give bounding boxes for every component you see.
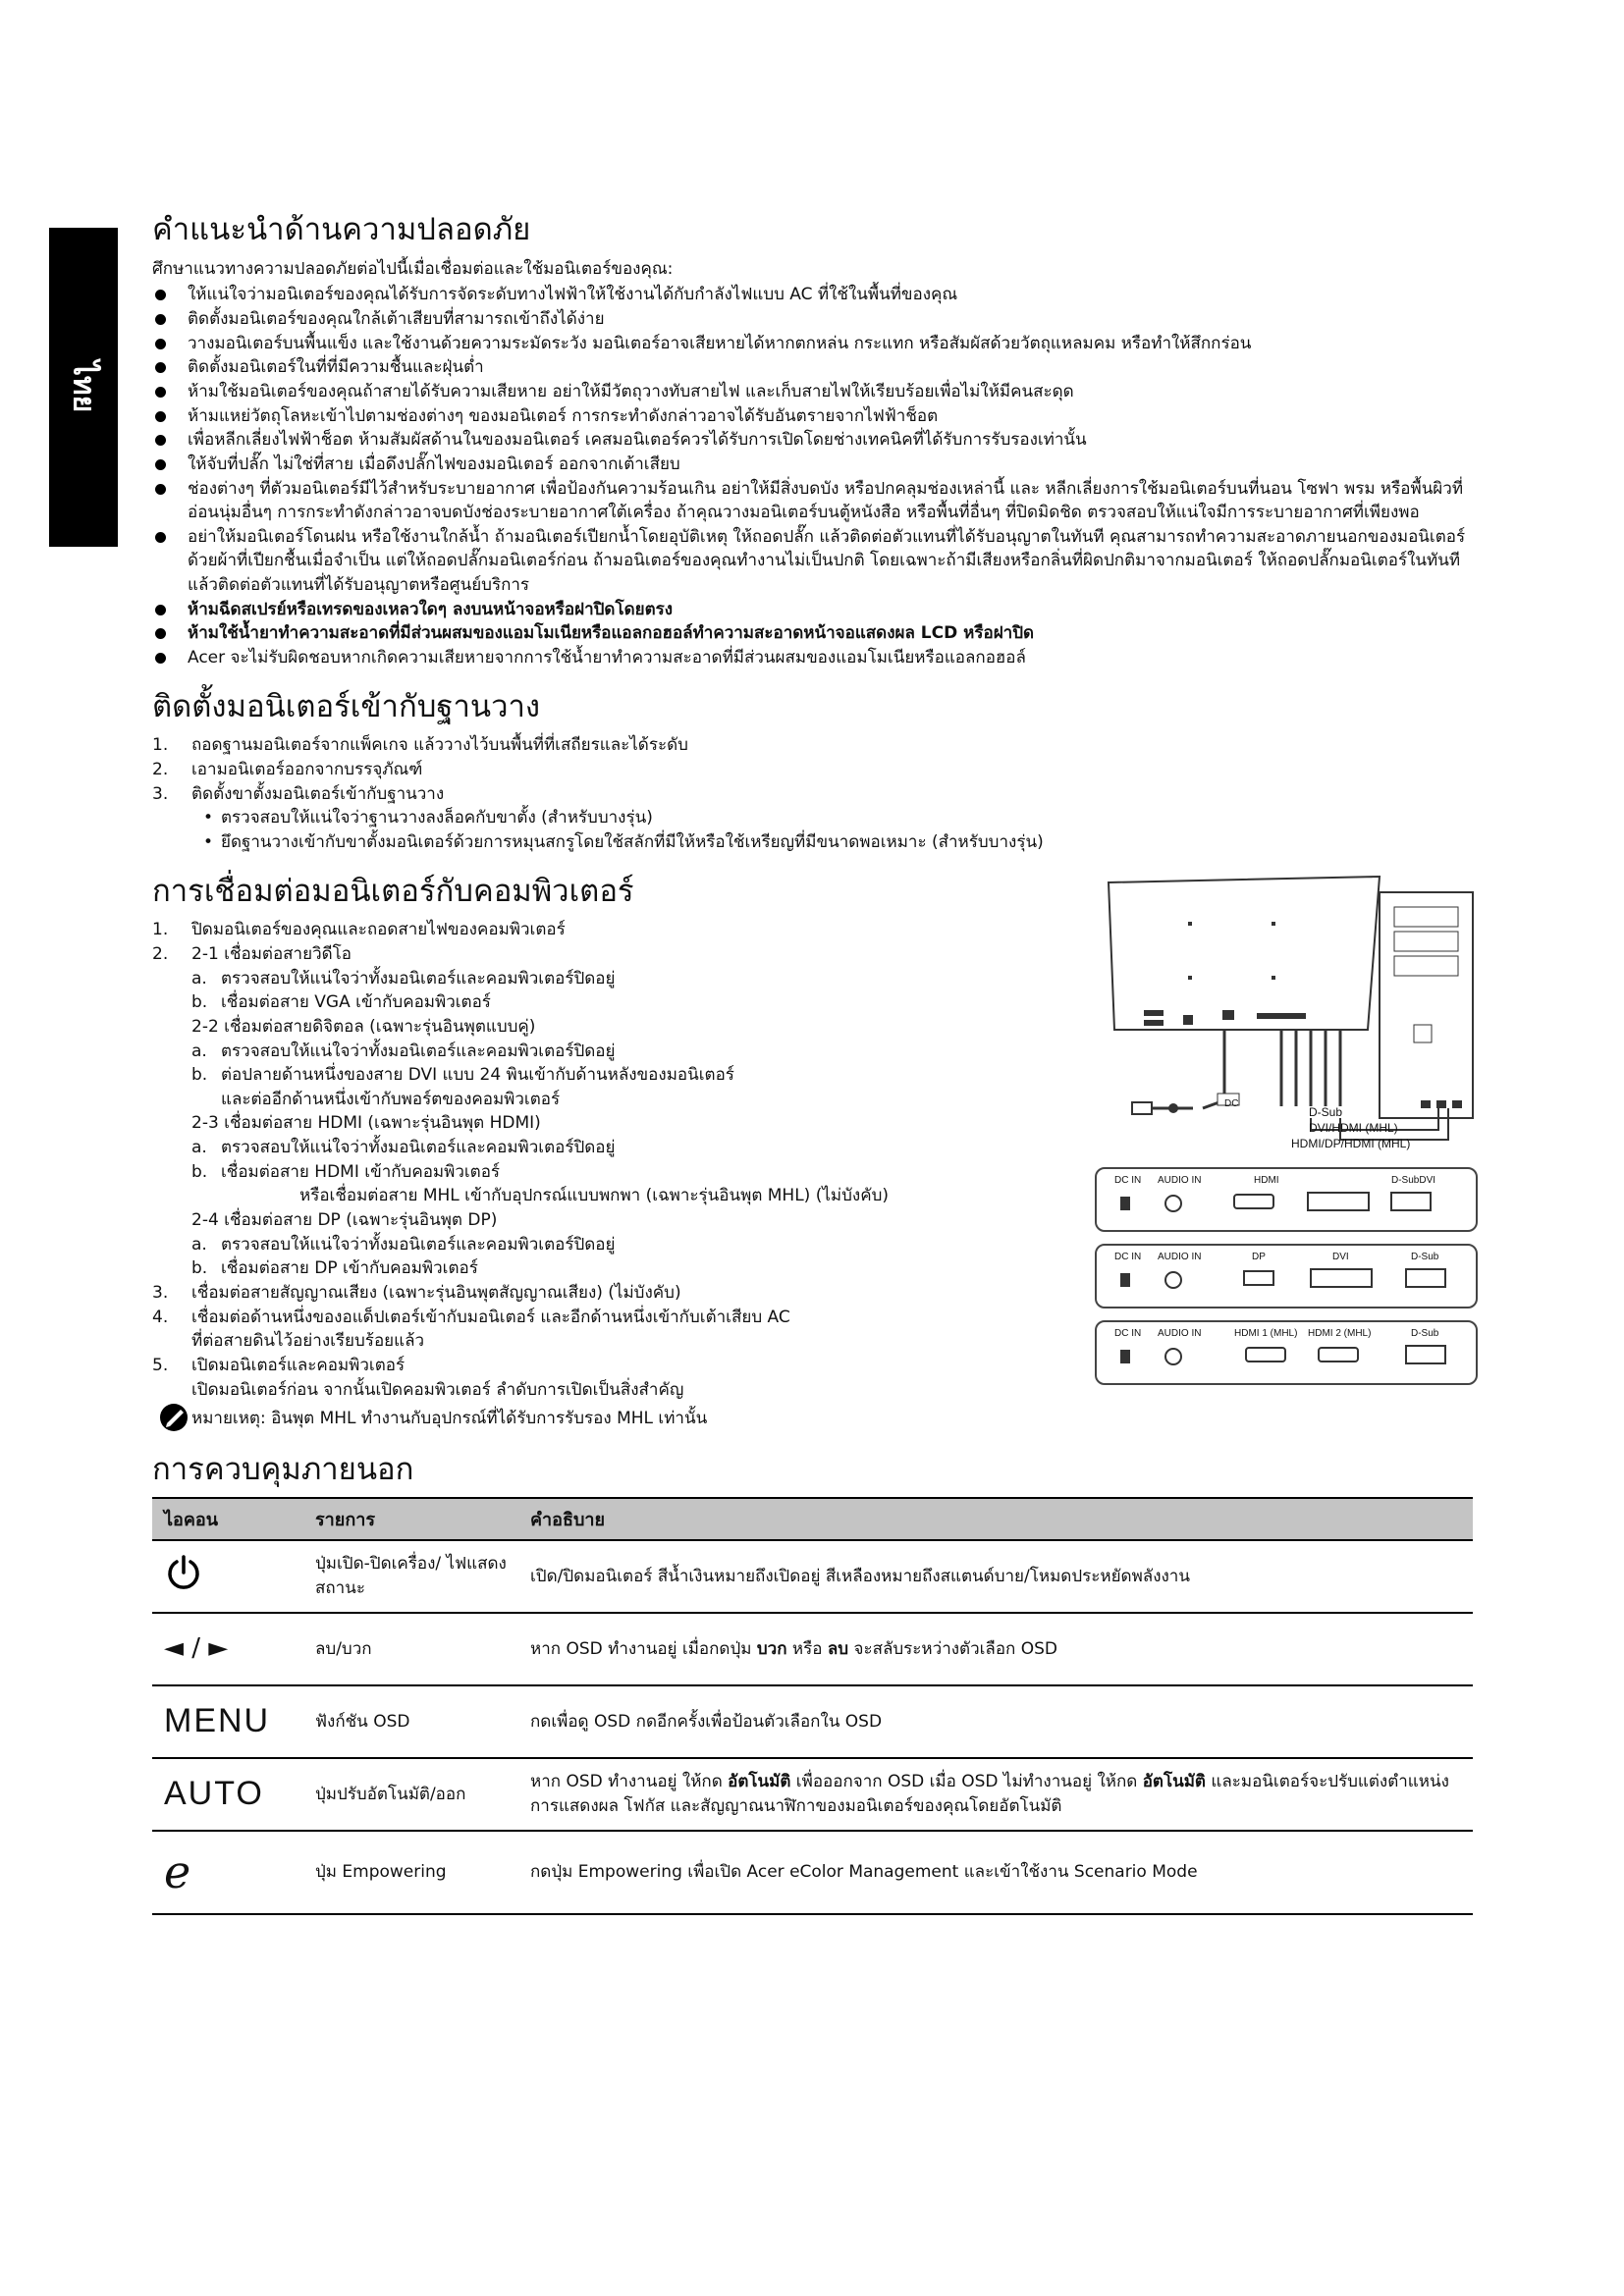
dsub-label: D-Sub [1309, 1104, 1343, 1119]
connect-step: 5. เปิดมอนิเตอร์และคอมพิวเตอร์ [152, 1355, 406, 1375]
connect-title: การเชื่อมต่อมอนิเตอร์กับคอมพิวเตอร์ [152, 873, 634, 909]
connect-substep: a. ตรวจสอบให้แน่ใจว่าทั้งมอนิเตอร์และคอมพิวเตอร์ปิดอยู่ [191, 968, 616, 988]
connect-step: 4. เชื่อมต่อด้านหนึ่งของอแด็ปเตอร์เข้ากับมอนิเตอร์ และอีกด้านหนึ่งเข้ากับเต้าเสียบ AC [152, 1307, 790, 1327]
connect-substep: b. เชื่อมต่อสาย VGA เข้ากับคอมพิวเตอร์ [191, 992, 491, 1013]
icon-cell [152, 1540, 303, 1613]
stand-section [152, 688, 1473, 855]
connect-substep-cont: หรือเชื่อมต่อสาย MHL เข้ากับอุปกรณ์แบบพกพา (เฉพาะรุ่นอินพุต MHL) (ไม่บังคับ) [299, 1186, 889, 1206]
connect-step: 2-3 เชื่อมต่อสาย HDMI (เฉพาะรุ่นอินพุต HDMI) [191, 1113, 541, 1134]
port-label: D-Sub [1411, 1327, 1439, 1339]
safety-item: ติดตั้งมอนิเตอร์ของคุณใกล้เต้าเสียบที่สามารถเข้าถึงได้ง่าย [152, 307, 1473, 332]
connect-step: 2-2 เชื่อมต่อสายดิจิตอล (เฉพาะรุ่นอินพุตแบบคู่) [191, 1016, 536, 1037]
port-panel-dp-dvi-dsub [1095, 1244, 1478, 1308]
safety-item: ห้ามแหย่วัตถุโลหะเข้าไปตามช่องต่างๆ ของมอนิเตอร์ การกระทำดังกล่าวอาจได้รับอันตรายจากไฟฟ้าช็อต [152, 404, 1473, 429]
port-label: HDMI 2 (MHL) [1308, 1327, 1372, 1339]
connect-steps [152, 918, 977, 1433]
safety-item: เพื่อหลีกเลี่ยงไฟฟ้าช็อต ห้ามสัมผัสด้านในของมอนิเตอร์ เคสมอนิเตอร์ควรได้รับการเปิดโดยช่างเทคนิคที่ได้รับการรับรองเท่านั้น [152, 428, 1473, 453]
icon-cell [152, 1758, 303, 1831]
step-text: เอามอนิเตอร์ออกจากบรรจุภัณฑ์ [191, 760, 423, 780]
stand-steps [152, 733, 1473, 806]
port-label: D-SubDVI [1391, 1174, 1436, 1186]
hdmi-dp-label: HDMI/DP/HDMI (MHL) [1291, 1136, 1411, 1150]
port-icons [1097, 1169, 1480, 1234]
port-label: HDMI 1 (MHL) [1234, 1327, 1298, 1339]
item-cell: ฟังก์ชัน OSD [303, 1685, 518, 1758]
port-label: DVI [1332, 1251, 1349, 1262]
table-row [152, 1831, 1473, 1914]
header-desc: คำอธิบาย [518, 1498, 1473, 1540]
table-row [152, 1613, 1473, 1685]
safety-item: ให้แน่ใจว่ามอนิเตอร์ของคุณได้รับการจัดระดับทางไฟฟ้าให้ใช้งานได้กับกำลังไฟแบบ AC ที่ใช้ในพื้นที่ของคุณ [152, 283, 1473, 307]
item-cell: ปุ่ม Empowering [303, 1831, 518, 1914]
stand-step [152, 758, 1473, 782]
connect-step-cont: เปิดมอนิเตอร์ก่อน จากนั้นเปิดคอมพิวเตอร์ ลำดับการเปิดเป็นสิ่งสำคัญ [191, 1379, 684, 1400]
safety-item: ห้ามใช้มอนิเตอร์ของคุณถ้าสายได้รับความเสียหาย อย่าให้มีวัตถุวางทับสายไฟ และเก็บสายไฟให้เรียบร้อยเพื่อไม่ให้มีคนสะดุด [152, 380, 1473, 404]
safety-item: ให้จับที่ปลั๊ก ไม่ใช่ที่สาย เมื่อดึงปลั๊กไฟของมอนิเตอร์ ออกจากเต้าเสียบ [152, 453, 1473, 477]
port-panel-hdmi-mhl-dsub [1095, 1320, 1478, 1385]
table-row [152, 1685, 1473, 1758]
safety-list [152, 283, 1473, 669]
power-icon [164, 1553, 203, 1592]
safety-intro: ศึกษาแนวทางความปลอดภัยต่อไปนี้เมื่อเชื่อมต่อและใช้มอนิเตอร์ของคุณ: [152, 258, 674, 279]
port-label: HDMI [1254, 1174, 1279, 1186]
connect-step: 2. 2-1 เชื่อมต่อสายวิดีโอ [152, 943, 352, 964]
icon-cell [152, 1685, 303, 1758]
port-icons [1097, 1246, 1480, 1310]
connect-substep: b. เชื่อมต่อสาย HDMI เข้ากับคอมพิวเตอร์ [191, 1161, 501, 1182]
item-cell: ปุ่มเปิด-ปิดเครื่อง/ ไฟแสดงสถานะ [303, 1540, 518, 1613]
port-label: D-Sub [1411, 1251, 1439, 1262]
connect-step: 1. ปิดมอนิเตอร์ของคุณและถอดสายไฟของคอมพิวเตอร์ [152, 920, 566, 940]
connect-substep: a. ตรวจสอบให้แน่ใจว่าทั้งมอนิเตอร์และคอมพิวเตอร์ปิดอยู่ [191, 1138, 616, 1158]
safety-item: วางมอนิเตอร์บนพื้นแข็ง และใช้งานด้วยความระมัดระวัง มอนิเตอร์อาจเสียหายได้หากตกหล่น กระแทก หรือสัมผัสด้วยวัตถุแหลมคม หรือทำให้สึกกร่อน [152, 332, 1473, 356]
dc-label: DC [1224, 1097, 1239, 1109]
connect-step: 3. เชื่อมต่อสายสัญญาณเสียง (เฉพาะรุ่นอินพุตสัญญาณเสียง) (ไม่บังคับ) [152, 1282, 681, 1303]
desc-cell: หาก OSD ทำงานอยู่ เมื่อกดปุ่ม บวก หรือ ลบ จะสลับระหว่างตัวเลือก OSD [518, 1613, 1473, 1685]
port-label: AUDIO IN [1158, 1251, 1202, 1262]
stand-sub-bullet: • ยึดฐานวางเข้ากับขาตั้งมอนิเตอร์ด้วยการหมุนสกรูโดยใช้สลักที่มีให้หรือใช้เหรียญที่มีขนาดพอเหมาะ (สำหรับบางรุ่น) [191, 830, 1473, 855]
table-header-row [152, 1498, 1473, 1540]
controls-title: การควบคุมภายนอก [152, 1452, 414, 1488]
safety-title: คำแนะนำด้านความปลอดภัย [152, 212, 531, 247]
port-label: AUDIO IN [1158, 1174, 1202, 1186]
connect-substep: a. ตรวจสอบให้แน่ใจว่าทั้งมอนิเตอร์และคอมพิวเตอร์ปิดอยู่ [191, 1234, 616, 1255]
connect-step: 2-4 เชื่อมต่อสาย DP (เฉพาะรุ่นอินพุต DP) [191, 1210, 498, 1231]
page-content [152, 211, 1473, 1915]
header-item: รายการ [303, 1498, 518, 1540]
desc-cell: หาก OSD ทำงานอยู่ ให้กด อัตโนมัติ เพื่อออกจาก OSD เมื่อ OSD ไม่ทำงานอยู่ ให้กด อัตโนมัติ และมอนิเตอร์จะปรับแต่งตำแหน่งการแสดงผล โฟกัส และสัญญาณนาฬิกาของมอนิเตอร์ของคุณโดยอัตโนมัติ [518, 1758, 1473, 1831]
stand-step [152, 782, 1473, 807]
item-cell: ลบ/บวก [303, 1613, 518, 1685]
connect-substep: a. ตรวจสอบให้แน่ใจว่าทั้งมอนิเตอร์และคอมพิวเตอร์ปิดอยู่ [191, 1041, 616, 1061]
connect-step-cont: ที่ต่อสายดินไว้อย่างเรียบร้อยแล้ว [191, 1331, 425, 1352]
connect-substep-cont: และต่ออีกด้านหนึ่งเข้ากับพอร์ตของคอมพิวเตอร์ [221, 1089, 561, 1109]
stand-sub-bullet: • ตรวจสอบให้แน่ใจว่าฐานวางลงล็อคกับขาตั้ง (สำหรับบางรุ่น) [191, 806, 1473, 830]
port-label: AUDIO IN [1158, 1327, 1202, 1339]
note-icon [158, 1402, 191, 1433]
stand-title: ติดตั้งมอนิเตอร์เข้ากับฐานวาง [152, 688, 541, 724]
desc-cell: กดเพื่อดู OSD กดอีกครั้งเพื่อป้อนตัวเลือกใน OSD [518, 1685, 1473, 1758]
port-label: DC IN [1114, 1327, 1142, 1339]
step-text: ถอดฐานมอนิเตอร์จากแพ็คเกจ แล้ววางไว้บนพื้นที่ที่เสถียรและได้ระดับ [191, 735, 688, 756]
empowering-icon: e [164, 1844, 191, 1898]
safety-item: อย่าให้มอนิเตอร์โดนฝน หรือใช้งานใกล้น้ำ ถ้ามอนิเตอร์เปียกน้ำโดยอุบัติเหตุ ให้ถอดปลั๊ก แล้วติดต่อตัวแทนที่ได้รับอนุญาตในทันที คุณสามารถทำความสะอาดภายนอกของมอนิเตอร์ด้วยผ้าที่เปียกชื้นเมื่อจำเป็น แต่ให้ถอดปลั๊กมอนิเตอร์ก่อน ถ้ามอนิเตอร์ของคุณทำงานไม่เป็นปกติ โดยเฉพาะถ้ามีเสียงหรือกลิ่นที่ผิดปกติมาจากมอนิเตอร์ ให้ถอดปลั๊กมอนิเตอร์ในทันทีแล้วติดต่อตัวแทนที่ได้รับอนุญาตหรือศูนย์บริการ [152, 525, 1473, 598]
header-icon: ไอคอน [152, 1498, 303, 1540]
desc-cell: เปิด/ปิดมอนิเตอร์ สีน้ำเงินหมายถึงเปิดอยู่ สีเหลืองหมายถึงสแตนด์บาย/โหมดประหยัดพลังงาน [518, 1540, 1473, 1613]
icon-cell [152, 1831, 303, 1914]
safety-item-bold: ห้ามใช้น้ำยาทำความสะอาดที่มีส่วนผสมของแอมโมเนียหรือแอลกอฮอล์ทำความสะอาดหน้าจอแสดงผล LCD หรือฝาปิด [152, 621, 1473, 646]
safety-item-bold: ห้ามฉีดสเปรย์หรือเทรดของเหลวใดๆ ลงบนหน้าจอหรือฝาปิดโดยตรง [152, 598, 1473, 622]
language-tab-label: ไทย [66, 360, 101, 413]
language-tab [49, 228, 118, 547]
note-text: หมายเหตุ: อินพุต MHL ทำงานกับอุปกรณ์ที่ได้รับการรับรอง MHL เท่านั้น [191, 1408, 708, 1428]
connect-substep: b. ต่อปลายด้านหนึ่งของสาย DVI แบบ 24 พินเข้ากับด้านหลังของมอนิเตอร์ [191, 1065, 734, 1086]
step-number: 2. [152, 760, 169, 780]
desc-cell: กดปุ่ม Empowering เพื่อเปิด Acer eColor Management และเข้าใช้งาน Scenario Mode [518, 1831, 1473, 1914]
table-row [152, 1540, 1473, 1613]
stand-step [152, 733, 1473, 758]
safety-item: Acer จะไม่รับผิดชอบหากเกิดความเสียหายจากการใช้น้ำยาทำความสะอาดที่มีส่วนผสมของแอมโมเนียหรือแอลกอฮอล์ [152, 646, 1473, 670]
icon-cell [152, 1613, 303, 1685]
minus-plus-icon: ◄ / ► [164, 1633, 229, 1664]
port-label: DP [1252, 1251, 1266, 1262]
mhl-note [158, 1402, 977, 1433]
step-number: 1. [152, 735, 169, 756]
menu-icon: MENU [164, 1702, 271, 1740]
safety-item: ติดตั้งมอนิเตอร์ในที่ที่มีความชื้นและฝุ่นต่ำ [152, 355, 1473, 380]
controls-section [152, 1451, 1473, 1914]
safety-section [152, 211, 1473, 670]
connect-section [152, 873, 1473, 1434]
table-row [152, 1758, 1473, 1831]
monitor-pc-illustration [1095, 873, 1478, 1157]
step-number: 3. [152, 783, 169, 804]
auto-icon: AUTO [164, 1775, 264, 1813]
dvi-hdmi-label: DVI/HDMI (MHL) [1309, 1120, 1398, 1135]
port-label: DC IN [1114, 1251, 1142, 1262]
connect-substep: b. เชื่อมต่อสาย DP เข้ากับคอมพิวเตอร์ [191, 1258, 478, 1279]
safety-item: ช่องต่างๆ ที่ตัวมอนิเตอร์มีไว้สำหรับระบายอากาศ เพื่อป้องกันความร้อนเกิน อย่าให้มีสิ่งบดบัง หรือปกคลุมช่องเหล่านี้ และ หลีกเลี่ยงการใช้มอนิเตอร์บนที่นอน โซฟา พรม หรือพื้นผิวที่อ่อนนุ่มอื่นๆ การกระทำดังกล่าวอาจบดบังช่องระบายอากาศใต้เครื่อง ถ้าคุณวางมอนิเตอร์บนตู้หนังสือ หรือพื้นที่อื่นๆ ที่ปิดมิดชิด ตรวจสอบให้แน่ใจมีการระบายอากาศที่เพียงพอ [152, 477, 1473, 525]
port-panel-hdmi-dsub-dvi [1095, 1167, 1478, 1232]
item-cell: ปุ่มปรับอัตโนมัติ/ออก [303, 1758, 518, 1831]
controls-table [152, 1497, 1473, 1915]
port-label: DC IN [1114, 1174, 1142, 1186]
port-icons [1097, 1322, 1480, 1387]
step-text: ติดตั้งขาตั้งมอนิเตอร์เข้ากับฐานวาง [191, 783, 445, 804]
